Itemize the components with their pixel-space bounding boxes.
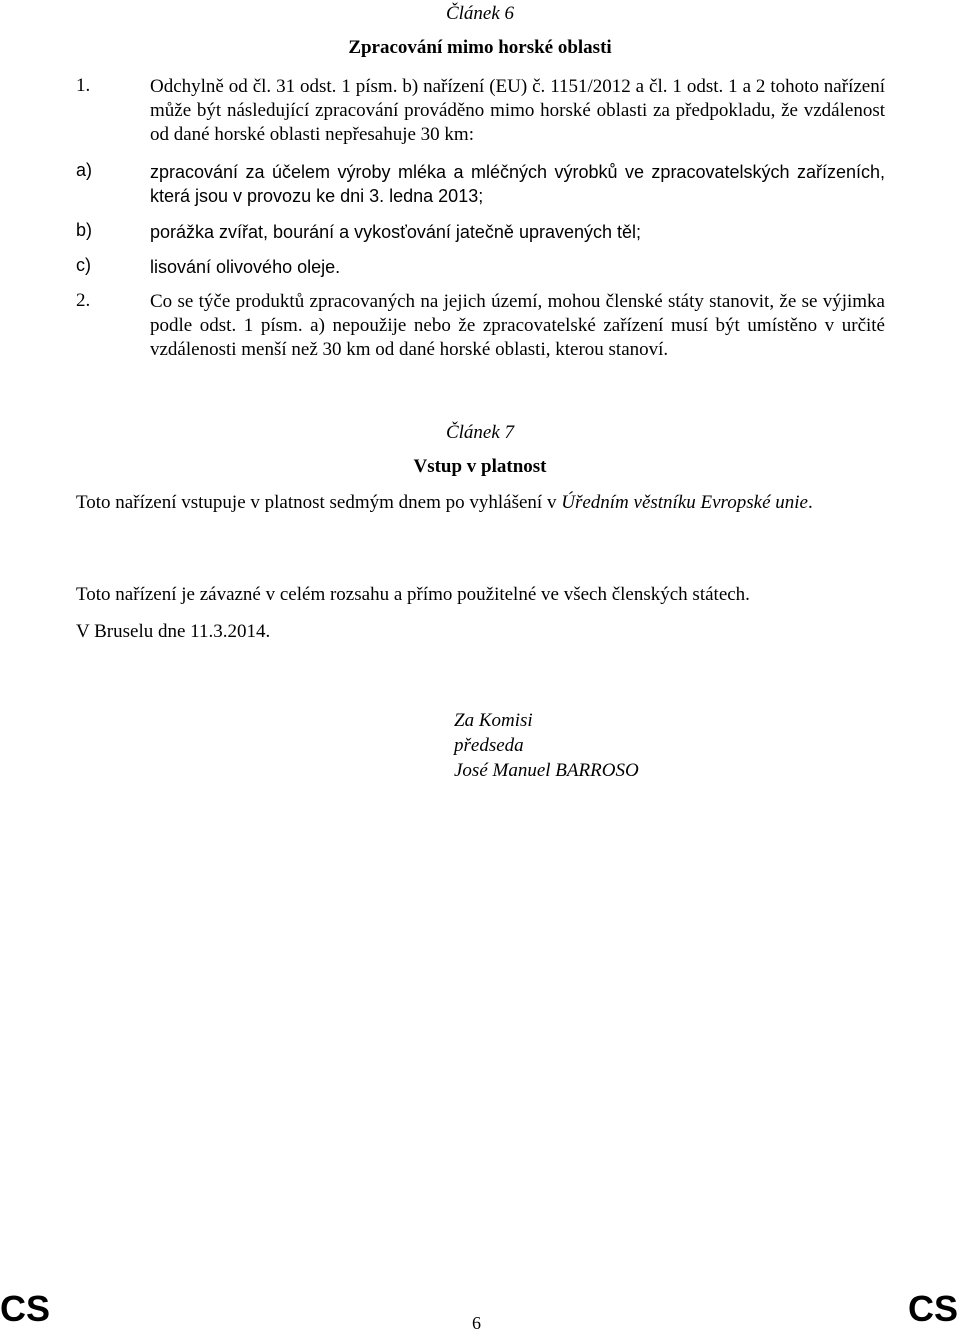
paragraph-2-number: 2. xyxy=(76,290,91,311)
signature-line-name: José Manuel BARROSO xyxy=(454,760,639,781)
entry-into-force-text xyxy=(76,491,884,515)
item-c-text: lisování olivového oleje. xyxy=(150,257,341,277)
paragraph-1-text: Odchylně od čl. 31 odst. 1 písm. b) nařízení (EU) č. 1151/2012 a čl. 1 odst. 1 a 2 tohoto nařízení může být následující zpracování prováděno mimo horské oblasti za předpokladu, že vzdálenost od dané horské oblasti nepřesahuje 30 km: xyxy=(150,76,885,145)
item-b-label: b) xyxy=(76,220,93,240)
signature-line-institution: Za Komisi xyxy=(454,710,533,731)
signature-line-role: předseda xyxy=(454,735,524,756)
entry-text-after: . xyxy=(807,492,813,513)
binding-statement: Toto nařízení je závazné v celém rozsahu a přímo použitelné ve všech členských státech. xyxy=(76,584,750,605)
place-and-date: V Bruselu dne 11.3.2014. xyxy=(76,621,271,642)
article-6-heading: Článek 6 xyxy=(445,3,515,24)
article-7-heading: Článek 7 xyxy=(445,422,515,443)
item-c-label: c) xyxy=(76,255,91,275)
official-journal-name: Úředním věstníku Evropské unie xyxy=(561,492,808,513)
item-a-text: zpracování za účelem výroby mléka a mléčných výrobků ve zpracovatelských zařízeních, která jsou v provozu ke dni 3. ledna 2013; xyxy=(150,162,885,206)
footer-language-right: CS xyxy=(907,1288,958,1329)
item-a-label: a) xyxy=(76,160,93,180)
footer-page-number: 6 xyxy=(472,1313,481,1333)
signature-block xyxy=(454,708,639,783)
paragraph-1-number: 1. xyxy=(76,75,91,96)
article-7-title: Vstup v platnost xyxy=(413,456,547,477)
item-b-text: porážka zvířat, bourání a vykosťování jatečně upravených těl; xyxy=(150,222,642,242)
paragraph-2-text: Co se týče produktů zpracovaných na jejich území, mohou členské státy stanovit, že se výjimka podle odst. 1 písm. a) nepoužije nebo že zpracovatelské zařízení musí být umístěno v určité vzdálenosti menší než 30 km od dané horské oblasti, kterou stanoví. xyxy=(150,291,885,360)
article-6-title: Zpracování mimo horské oblasti xyxy=(348,37,612,58)
footer-language-left: CS xyxy=(0,1288,51,1329)
entry-text-before: Toto nařízení vstupuje v platnost sedmým dnem po vyhlášení v xyxy=(76,492,562,513)
